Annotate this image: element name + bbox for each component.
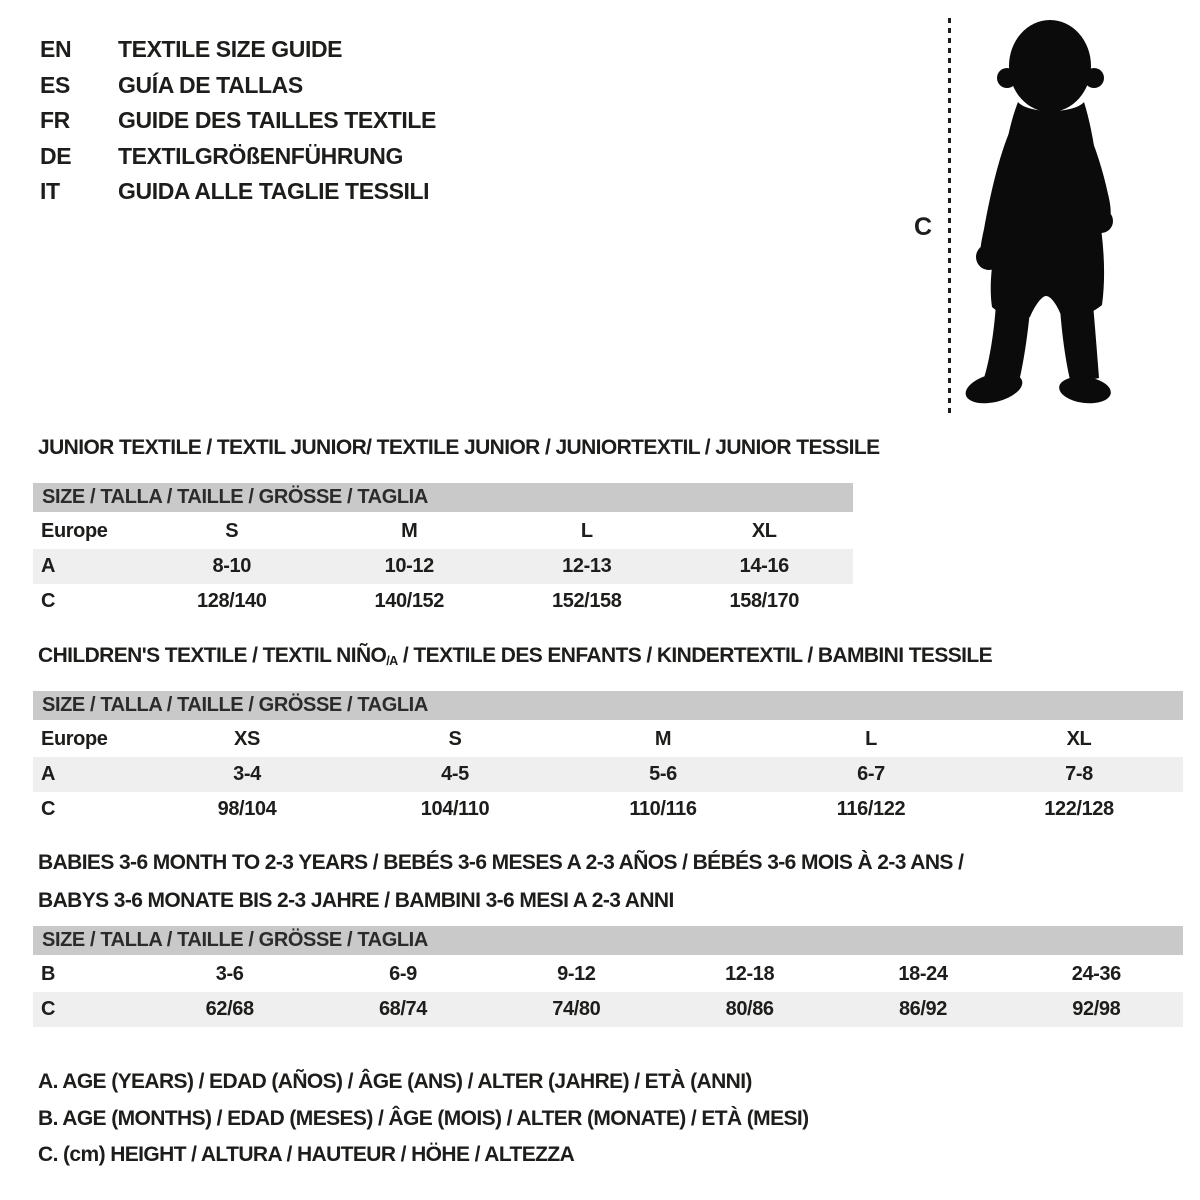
language-code: ES [40, 71, 70, 98]
row-label: C [41, 590, 56, 612]
junior-section-title: JUNIOR TEXTILE / TEXTIL JUNIOR/ TEXTILE JUNIOR / JUNIORTEXTIL / JUNIOR TESSILE [38, 436, 880, 459]
height-cell: 104/110 [420, 798, 490, 820]
height-cell: 110/116 [629, 798, 697, 820]
age-cell: 24-36 [1071, 963, 1121, 985]
row-label: C [41, 998, 56, 1020]
row-label: Europe [41, 520, 108, 542]
measure-legend [38, 1070, 809, 1180]
size-cell: XL [1066, 728, 1092, 750]
height-cell: 128/140 [197, 590, 267, 612]
height-cell: 68/74 [378, 998, 428, 1020]
age-cell: 14-16 [739, 555, 789, 577]
height-cell: 86/92 [898, 998, 947, 1020]
size-cell: L [580, 520, 593, 542]
row-label: Europe [41, 728, 108, 750]
height-measure-line [948, 18, 951, 416]
babies-title-line1: BABIES 3-6 MONTH TO 2-3 YEARS / BEBÉS 3-6 MESES A 2-3 AÑOS / BÉBÉS 3-6 MOIS À 2-3 ANS / [38, 851, 964, 874]
language-code: IT [40, 178, 60, 205]
age-cell: 5-6 [649, 763, 677, 785]
row-label: A [41, 763, 56, 785]
guide-title: GUIDE DES TAILLES TEXTILE [118, 107, 436, 134]
language-code: FR [40, 107, 70, 134]
age-cell: 12-18 [725, 963, 775, 985]
language-code: EN [40, 36, 72, 63]
table-row [33, 584, 853, 619]
age-cell: 10-12 [384, 555, 434, 577]
language-title-list [40, 32, 436, 210]
row-label: C [41, 798, 56, 820]
children-section-title [38, 644, 992, 668]
baby-silhouette-icon [958, 14, 1134, 416]
legend-line-a: A. AGE (YEARS) / EDAD (AÑOS) / ÂGE (ANS) / ALTER (JAHRE) / ETÀ (ANNI) [38, 1070, 752, 1093]
height-cell: 122/128 [1044, 798, 1114, 820]
row-label: B [41, 963, 56, 985]
language-row [40, 103, 436, 139]
age-cell: 8-10 [212, 555, 251, 577]
height-measure-label: C [914, 213, 932, 241]
age-cell: 12-13 [562, 555, 612, 577]
table-row [33, 957, 1183, 992]
size-header-bar: SIZE / TALLA / TAILLE / GRÖSSE / TAGLIA [33, 483, 853, 512]
row-label: A [41, 555, 56, 577]
table-row [33, 757, 1183, 792]
children-title-sub: /A [386, 654, 398, 669]
size-cell: S [448, 728, 462, 750]
age-cell: 18-24 [898, 963, 948, 985]
height-cell: 74/80 [552, 998, 601, 1020]
size-header-bar: SIZE / TALLA / TAILLE / GRÖSSE / TAGLIA [33, 926, 1183, 955]
height-cell: 152/158 [552, 590, 622, 612]
age-cell: 3-6 [215, 963, 244, 985]
height-cell: 80/86 [725, 998, 774, 1020]
guide-title: TEXTILGRÖßENFÜHRUNG [118, 142, 403, 169]
babies-size-table [33, 926, 1183, 1027]
language-code: DE [40, 142, 72, 169]
size-cell: M [654, 728, 672, 750]
table-row [33, 792, 1183, 827]
height-cell: 158/170 [729, 590, 799, 612]
size-cell: XL [751, 520, 777, 542]
legend-line-b: B. AGE (MONTHS) / EDAD (MESES) / ÂGE (MOIS) / ALTER (MONATE) / ETÀ (MESI) [38, 1106, 809, 1130]
children-title-pre: CHILDREN'S TEXTILE / TEXTIL NIÑO [38, 644, 387, 667]
babies-section-title [38, 844, 963, 920]
size-cell: XS [234, 728, 260, 750]
junior-size-table [33, 483, 853, 619]
table-row [33, 514, 853, 549]
language-row [40, 68, 436, 104]
size-cell: L [865, 728, 877, 750]
table-row [33, 722, 1183, 757]
age-cell: 6-9 [389, 963, 417, 985]
language-row [40, 32, 436, 68]
age-cell: 3-4 [233, 763, 261, 785]
age-cell: 9-12 [557, 963, 596, 985]
children-size-table [33, 691, 1183, 827]
babies-title-line2: BABYS 3-6 MONATE BIS 2-3 JAHRE / BAMBINI 3-6 MESI A 2-3 ANNI [38, 889, 674, 912]
size-cell: S [225, 520, 239, 542]
age-cell: 6-7 [857, 763, 885, 785]
height-cell: 116/122 [836, 798, 906, 820]
guide-title: TEXTILE SIZE GUIDE [118, 36, 343, 63]
height-cell: 62/68 [205, 998, 254, 1020]
size-cell: M [401, 520, 418, 542]
guide-title: GUÍA DE TALLAS [118, 71, 303, 98]
table-row [33, 549, 853, 584]
height-cell: 140/152 [374, 590, 444, 612]
height-cell: 92/98 [1072, 998, 1121, 1020]
size-header-bar: SIZE / TALLA / TAILLE / GRÖSSE / TAGLIA [33, 691, 1183, 720]
children-title-post: / TEXTILE DES ENFANTS / KINDERTEXTIL / BAMBINI TESSILE [397, 644, 993, 667]
language-row [40, 174, 436, 210]
age-cell: 7-8 [1065, 763, 1093, 785]
language-row [40, 139, 436, 175]
table-row [33, 992, 1183, 1027]
legend-line-c: C. (cm) HEIGHT / ALTURA / HAUTEUR / HÖHE / ALTEZZA [38, 1143, 575, 1166]
age-cell: 4-5 [441, 763, 469, 785]
guide-title: GUIDA ALLE TAGLIE TESSILI [118, 178, 430, 205]
height-cell: 98/104 [217, 798, 277, 820]
